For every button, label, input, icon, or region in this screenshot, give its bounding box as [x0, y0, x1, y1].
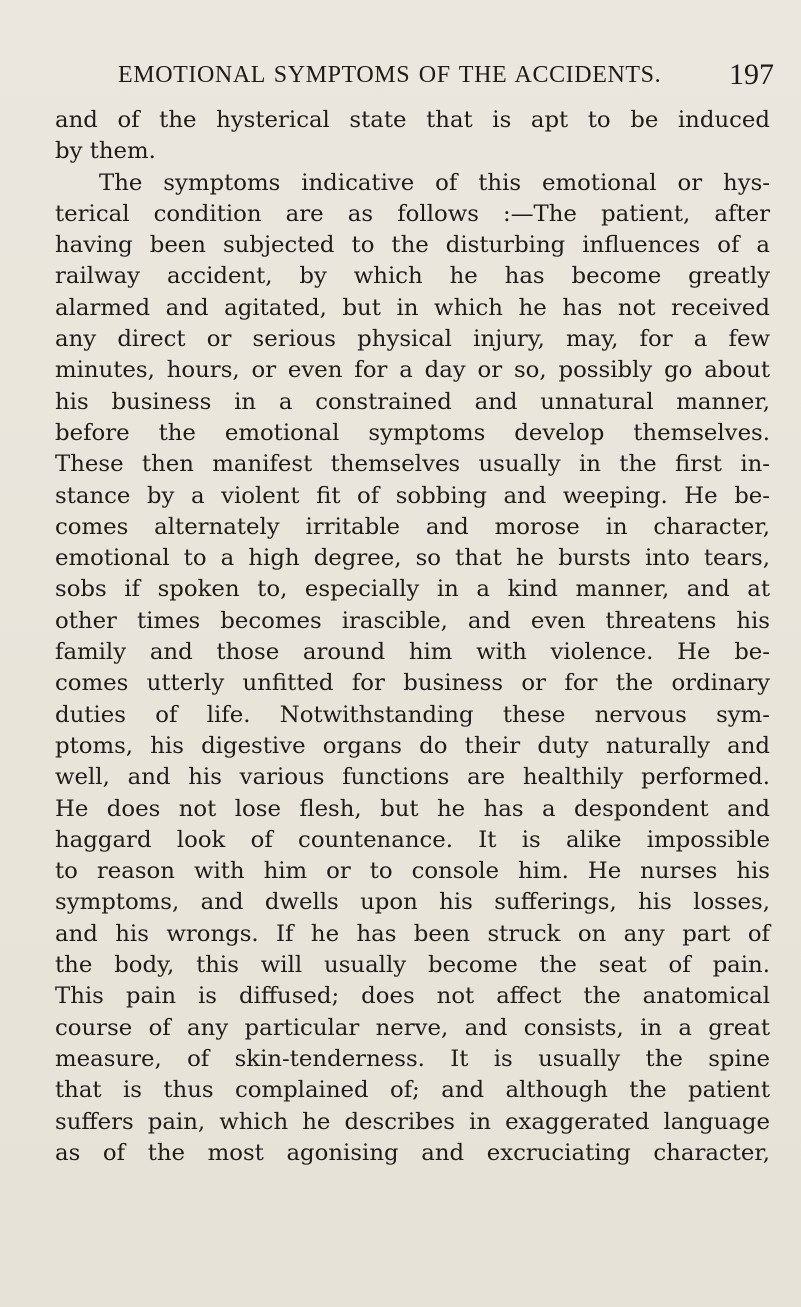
text-line: duties of life. Notwithstanding these nervous sym-	[55, 701, 770, 728]
text-line: to reason with him or to console him. He nurses his	[55, 858, 770, 885]
text-line: alarmed and agitated, but in which he has not received	[55, 294, 770, 321]
text-line: This pain is diffused; does not affect the anatomical	[55, 983, 770, 1010]
text-line: other times becomes irascible, and even threatens his	[55, 607, 770, 634]
body-text	[55, 105, 770, 1169]
running-title: EMOTIONAL SYMPTOMS OF THE ACCIDENTS.	[118, 62, 662, 88]
text-line: any direct or serious physical injury, may, for a few	[55, 326, 770, 353]
text-line: the body, this will usually become the seat of pain.	[55, 952, 770, 979]
text-line: The symptoms indicative of this emotional or hys-	[99, 169, 770, 196]
text-line: his business in a constrained and unnatural manner,	[55, 388, 770, 415]
text-line: that is thus complained of; and although the patient	[55, 1077, 770, 1104]
text-line: having been subjected to the disturbing influences of a	[55, 232, 770, 259]
text-line: before the emotional symptoms develop themselves.	[55, 419, 770, 446]
text-line: ptoms, his digestive organs do their duty naturally and	[55, 732, 770, 759]
text-line: These then manifest themselves usually in the first in-	[55, 451, 770, 478]
text-line: haggard look of countenance. It is alike impossible	[55, 826, 770, 853]
text-line: by them.	[55, 138, 156, 165]
text-line: and of the hysterical state that is apt to be induced	[55, 107, 770, 133]
text-line: stance by a violent fit of sobbing and weeping. He be-	[55, 482, 770, 509]
text-line: and his wrongs. If he has been struck on any part of	[55, 920, 770, 947]
text-line: sobs if spoken to, especially in a kind manner, and at	[55, 576, 770, 603]
text-line: suffers pain, which he describes in exaggerated language	[55, 1108, 770, 1135]
text-line: measure, of skin-tenderness. It is usually the spine	[55, 1045, 770, 1072]
text-line: emotional to a high degree, so that he bursts into tears,	[55, 545, 770, 572]
text-line: symptoms, and dwells upon his sufferings, his losses,	[55, 889, 770, 916]
text-line: family and those around him with violence. He be-	[55, 639, 770, 666]
text-line: terical condition are as follows :—The patient, after	[55, 200, 770, 227]
text-line: well, and his various functions are healthily performed.	[55, 764, 770, 791]
text-line: comes alternately irritable and morose in character,	[55, 513, 770, 540]
text-line: as of the most agonising and excruciating character,	[55, 1139, 770, 1166]
text-line: course of any particular nerve, and consists, in a great	[55, 1014, 770, 1041]
text-line: railway accident, by which he has become greatly	[55, 263, 770, 290]
text-line: comes utterly unfitted for business or for the ordinary	[55, 670, 770, 697]
text-line: He does not lose flesh, but he has a despondent and	[55, 795, 770, 822]
text-line: minutes, hours, or even for a day or so, possibly go about	[55, 357, 770, 384]
page-number: 197	[729, 58, 774, 91]
running-head	[118, 58, 774, 90]
